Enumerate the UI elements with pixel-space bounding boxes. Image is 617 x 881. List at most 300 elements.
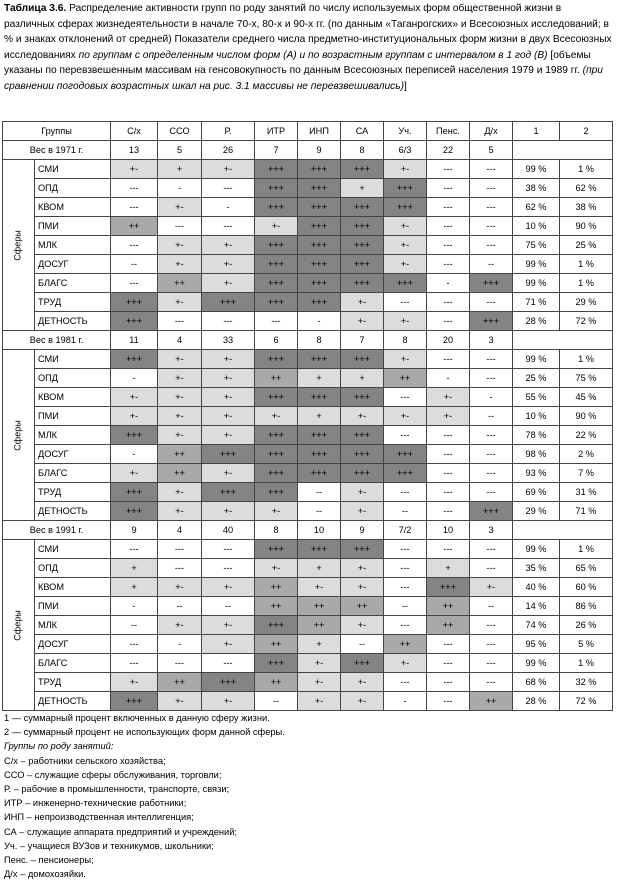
deviation-cell: +- — [341, 559, 384, 578]
sphere-name: ПМИ — [35, 217, 111, 236]
deviation-cell: +++ — [341, 445, 384, 464]
weight-cell: 9 — [111, 521, 158, 540]
deviation-cell: --- — [470, 616, 513, 635]
table-row — [3, 350, 613, 369]
deviation-cell: --- — [384, 540, 427, 559]
percent-not-using: 25 % — [560, 236, 613, 255]
deviation-cell: +- — [158, 483, 202, 502]
deviation-cell: --- — [202, 654, 255, 673]
group-note: Р. – рабочие в промышленности, транспорте, связи; — [4, 784, 230, 795]
deviation-cell: +- — [384, 217, 427, 236]
table-row — [3, 654, 613, 673]
deviation-cell: --- — [427, 217, 470, 236]
deviation-cell: +- — [341, 483, 384, 502]
weight-cell: 40 — [202, 521, 255, 540]
table-row — [3, 426, 613, 445]
header-cell: ИНП — [298, 122, 341, 141]
deviation-cell: +- — [111, 673, 158, 692]
percent-included: 99 % — [513, 654, 560, 673]
deviation-cell: +++ — [255, 274, 298, 293]
deviation-cell: +++ — [298, 540, 341, 559]
weight-cell: 4 — [158, 521, 202, 540]
deviation-cell: +++ — [255, 198, 298, 217]
deviation-cell: --- — [111, 236, 158, 255]
deviation-cell: +- — [202, 407, 255, 426]
deviation-cell: +- — [427, 407, 470, 426]
deviation-cell: --- — [158, 540, 202, 559]
deviation-cell: +- — [202, 635, 255, 654]
percent-included: 78 % — [513, 426, 560, 445]
sphere-name: ДОСУГ — [35, 255, 111, 274]
table-row — [3, 692, 613, 711]
percent-included: 99 % — [513, 160, 560, 179]
deviation-cell: +- — [111, 464, 158, 483]
deviation-cell: --- — [427, 198, 470, 217]
sphere-name: ТРУД — [35, 293, 111, 312]
activity-table — [2, 121, 613, 711]
deviation-cell: --- — [111, 635, 158, 654]
deviation-cell: +++ — [111, 293, 158, 312]
percent-not-using: 22 % — [560, 426, 613, 445]
weight-cell: 33 — [202, 331, 255, 350]
deviation-cell: --- — [427, 350, 470, 369]
deviation-cell: --- — [158, 559, 202, 578]
deviation-cell: +++ — [341, 540, 384, 559]
deviation-cell: +++ — [111, 483, 158, 502]
deviation-cell: +- — [341, 312, 384, 331]
sphere-name: БЛАГС — [35, 274, 111, 293]
deviation-cell: +++ — [341, 426, 384, 445]
deviation-cell: +++ — [298, 445, 341, 464]
sphere-name: СМИ — [35, 540, 111, 559]
weight-row — [3, 141, 613, 160]
sphere-name: СМИ — [35, 160, 111, 179]
percent-included: 29 % — [513, 502, 560, 521]
deviation-cell: +++ — [255, 464, 298, 483]
sphere-name: ДОСУГ — [35, 635, 111, 654]
deviation-cell: --- — [384, 673, 427, 692]
caption-italic-1: по группам с определенным числом форм (А) и по возрастным группам с интервалом в 1 год (В) — [78, 49, 548, 61]
deviation-cell: --- — [427, 445, 470, 464]
deviation-cell: ++ — [384, 369, 427, 388]
deviation-cell: --- — [111, 540, 158, 559]
deviation-cell: --- — [427, 502, 470, 521]
deviation-cell: +++ — [384, 445, 427, 464]
note-2: 2 — суммарный процент не использующих форм данной сферы. — [4, 727, 285, 738]
percent-included: 93 % — [513, 464, 560, 483]
deviation-cell: --- — [470, 369, 513, 388]
weight-empty — [513, 331, 613, 350]
group-note: ИНП – непроизводственная интеллигенция; — [4, 812, 194, 823]
weight-cell: 20 — [427, 331, 470, 350]
weight-cell: 5 — [158, 141, 202, 160]
deviation-cell: +++ — [341, 160, 384, 179]
deviation-cell: ++ — [470, 692, 513, 711]
deviation-cell: - — [111, 445, 158, 464]
deviation-cell: --- — [158, 312, 202, 331]
group-note: Пенс. – пенсионеры; — [4, 855, 94, 866]
caption-title: Таблица 3.6. — [4, 3, 67, 14]
weight-empty — [513, 141, 613, 160]
deviation-cell: +++ — [255, 540, 298, 559]
table-row — [3, 635, 613, 654]
deviation-cell: --- — [427, 635, 470, 654]
deviation-cell: +- — [384, 255, 427, 274]
sphere-name: ДЕТНОСТЬ — [35, 502, 111, 521]
deviation-cell: +- — [158, 198, 202, 217]
sphere-name: БЛАГС — [35, 464, 111, 483]
deviation-cell: + — [341, 369, 384, 388]
percent-not-using: 26 % — [560, 616, 613, 635]
group-note: ИТР – инженерно-технические работники; — [4, 798, 187, 809]
sphere-name: МЛК — [35, 616, 111, 635]
deviation-cell: +++ — [255, 388, 298, 407]
deviation-cell: + — [111, 578, 158, 597]
percent-not-using: 60 % — [560, 578, 613, 597]
deviation-cell: --- — [384, 426, 427, 445]
deviation-cell: --- — [202, 312, 255, 331]
deviation-cell: ++ — [255, 597, 298, 616]
percent-included: 38 % — [513, 179, 560, 198]
deviation-cell: +- — [111, 407, 158, 426]
percent-not-using: 45 % — [560, 388, 613, 407]
deviation-cell: +- — [298, 673, 341, 692]
deviation-cell: + — [298, 559, 341, 578]
table-row — [3, 445, 613, 464]
percent-not-using: 29 % — [560, 293, 613, 312]
deviation-cell: +- — [298, 654, 341, 673]
deviation-cell: +- — [384, 407, 427, 426]
percent-not-using: 90 % — [560, 217, 613, 236]
deviation-cell: +++ — [384, 274, 427, 293]
deviation-cell: +++ — [341, 217, 384, 236]
deviation-cell: --- — [470, 160, 513, 179]
deviation-cell: --- — [202, 540, 255, 559]
deviation-cell: - — [202, 198, 255, 217]
group-note: С/х – работники сельского хозяйства; — [4, 755, 166, 766]
deviation-cell: +- — [202, 578, 255, 597]
deviation-cell: ++ — [427, 616, 470, 635]
header-cell: СА — [341, 122, 384, 141]
deviation-cell: --- — [470, 635, 513, 654]
weight-cell: 8 — [298, 331, 341, 350]
weight-label: Вес в 1971 г. — [3, 141, 111, 160]
deviation-cell: +++ — [255, 654, 298, 673]
weight-cell: 22 — [427, 141, 470, 160]
deviation-cell: -- — [111, 616, 158, 635]
deviation-cell: --- — [470, 236, 513, 255]
percent-included: 99 % — [513, 255, 560, 274]
weight-cell: 13 — [111, 141, 158, 160]
deviation-cell: + — [298, 369, 341, 388]
deviation-cell: --- — [384, 616, 427, 635]
percent-included: 99 % — [513, 274, 560, 293]
deviation-cell: - — [427, 274, 470, 293]
table-row — [3, 616, 613, 635]
deviation-cell: +++ — [111, 426, 158, 445]
deviation-cell: +- — [158, 692, 202, 711]
deviation-cell: +- — [427, 388, 470, 407]
deviation-cell: ++ — [158, 445, 202, 464]
percent-not-using: 1 % — [560, 160, 613, 179]
table-row — [3, 236, 613, 255]
table-row — [3, 559, 613, 578]
weight-cell: 7/2 — [384, 521, 427, 540]
deviation-cell: +++ — [255, 293, 298, 312]
percent-included: 25 % — [513, 369, 560, 388]
percent-included: 95 % — [513, 635, 560, 654]
deviation-cell: ++ — [158, 274, 202, 293]
deviation-cell: +++ — [298, 464, 341, 483]
deviation-cell: +++ — [298, 217, 341, 236]
deviation-cell: +++ — [202, 293, 255, 312]
deviation-cell: --- — [427, 673, 470, 692]
table-row — [3, 502, 613, 521]
deviation-cell: +- — [341, 407, 384, 426]
deviation-cell: -- — [384, 502, 427, 521]
weight-label: Вес в 1981 г. — [3, 331, 111, 350]
deviation-cell: +++ — [298, 274, 341, 293]
table-row — [3, 255, 613, 274]
percent-not-using: 1 % — [560, 540, 613, 559]
deviation-cell: +++ — [341, 198, 384, 217]
percent-not-using: 90 % — [560, 407, 613, 426]
deviation-cell: - — [158, 179, 202, 198]
deviation-cell: +- — [384, 654, 427, 673]
header-cell: Д/х — [470, 122, 513, 141]
percent-included: 10 % — [513, 217, 560, 236]
table-row — [3, 540, 613, 559]
percent-included: 75 % — [513, 236, 560, 255]
deviation-cell: +- — [202, 502, 255, 521]
deviation-cell: ++ — [255, 673, 298, 692]
deviation-cell: --- — [427, 654, 470, 673]
deviation-cell: +- — [384, 312, 427, 331]
table-row — [3, 483, 613, 502]
deviation-cell: -- — [255, 692, 298, 711]
deviation-cell: +++ — [298, 388, 341, 407]
header-groups: Группы — [3, 122, 111, 141]
table-row — [3, 274, 613, 293]
deviation-cell: +++ — [255, 445, 298, 464]
deviation-cell: +- — [341, 502, 384, 521]
deviation-cell: --- — [427, 236, 470, 255]
header-cell: Р. — [202, 122, 255, 141]
table-row — [3, 160, 613, 179]
sphere-label — [3, 160, 35, 331]
deviation-cell: +++ — [202, 483, 255, 502]
sphere-name: ТРУД — [35, 483, 111, 502]
table-row — [3, 464, 613, 483]
deviation-cell: +++ — [111, 692, 158, 711]
deviation-cell: +- — [202, 692, 255, 711]
deviation-cell: ++ — [255, 635, 298, 654]
deviation-cell: ++ — [298, 597, 341, 616]
deviation-cell: --- — [427, 483, 470, 502]
deviation-cell: + — [111, 559, 158, 578]
deviation-cell: ++ — [384, 635, 427, 654]
table-row — [3, 597, 613, 616]
sphere-name: КВОМ — [35, 578, 111, 597]
percent-not-using: 31 % — [560, 483, 613, 502]
percent-included: 28 % — [513, 312, 560, 331]
weight-cell: 7 — [255, 141, 298, 160]
deviation-cell: +- — [202, 426, 255, 445]
header-cell: ИТР — [255, 122, 298, 141]
deviation-cell: --- — [384, 293, 427, 312]
percent-included: 98 % — [513, 445, 560, 464]
deviation-cell: +- — [158, 388, 202, 407]
weight-row — [3, 521, 613, 540]
weight-cell: 8 — [384, 331, 427, 350]
deviation-cell: --- — [427, 426, 470, 445]
weight-cell: 5 — [470, 141, 513, 160]
deviation-cell: --- — [427, 255, 470, 274]
percent-not-using: 38 % — [560, 198, 613, 217]
sphere-name: ДЕТНОСТЬ — [35, 692, 111, 711]
caption-text: Распределение активности групп по роду занятий по числу используемых форм общественной жизни в различных сферах жизнедеятельности в начале 70-х, 80-х и 90-х гг. (по данным «Таганрогских» и Всесоюзных исследований; в % и знаках отклонений от средней) Показатели среднего числа предметно-институциональных форм жизни в двух Всесоюзных исследованиях — [4, 3, 612, 61]
weight-row — [3, 331, 613, 350]
sphere-name: ТРУД — [35, 673, 111, 692]
weight-cell: 10 — [427, 521, 470, 540]
deviation-cell: +- — [158, 502, 202, 521]
deviation-cell: + — [298, 407, 341, 426]
deviation-cell: --- — [384, 388, 427, 407]
weight-cell: 10 — [298, 521, 341, 540]
deviation-cell: --- — [470, 540, 513, 559]
percent-not-using: 1 % — [560, 654, 613, 673]
deviation-cell: +++ — [341, 255, 384, 274]
deviation-cell: +- — [158, 255, 202, 274]
deviation-cell: +++ — [384, 179, 427, 198]
deviation-cell: +- — [341, 578, 384, 597]
percent-included: 71 % — [513, 293, 560, 312]
percent-not-using: 2 % — [560, 445, 613, 464]
deviation-cell: + — [158, 160, 202, 179]
sphere-name: МЛК — [35, 426, 111, 445]
deviation-cell: --- — [470, 483, 513, 502]
deviation-cell: +- — [255, 217, 298, 236]
deviation-cell: +- — [202, 464, 255, 483]
percent-not-using: 32 % — [560, 673, 613, 692]
deviation-cell: ++ — [158, 464, 202, 483]
deviation-cell: +- — [158, 407, 202, 426]
percent-included: 55 % — [513, 388, 560, 407]
percent-included: 99 % — [513, 350, 560, 369]
weight-cell: 8 — [255, 521, 298, 540]
group-note: Д/х – домохозяйки. — [4, 869, 86, 880]
sphere-label — [3, 350, 35, 521]
deviation-cell: +++ — [298, 293, 341, 312]
sphere-label-text: Сферы — [12, 229, 23, 261]
deviation-cell: +++ — [341, 350, 384, 369]
deviation-cell: +++ — [298, 179, 341, 198]
percent-included: 14 % — [513, 597, 560, 616]
group-note: ССО – служащие сферы обслуживания, торговли; — [4, 769, 222, 780]
table-row — [3, 217, 613, 236]
deviation-cell: +++ — [341, 464, 384, 483]
deviation-cell: +++ — [202, 673, 255, 692]
deviation-cell: +- — [202, 616, 255, 635]
deviation-cell: --- — [470, 350, 513, 369]
sphere-name: КВОМ — [35, 198, 111, 217]
deviation-cell: +- — [255, 502, 298, 521]
sphere-name: ПМИ — [35, 407, 111, 426]
deviation-cell: +- — [341, 616, 384, 635]
deviation-cell: +++ — [255, 483, 298, 502]
deviation-cell: - — [427, 369, 470, 388]
deviation-cell: +++ — [427, 578, 470, 597]
sphere-name: БЛАГС — [35, 654, 111, 673]
deviation-cell: +- — [384, 236, 427, 255]
weight-cell: 7 — [341, 331, 384, 350]
deviation-cell: +++ — [255, 350, 298, 369]
deviation-cell: - — [111, 597, 158, 616]
deviation-cell: +- — [158, 426, 202, 445]
table-row — [3, 179, 613, 198]
header-cell: 1 — [513, 122, 560, 141]
header-cell: ССО — [158, 122, 202, 141]
deviation-cell: - — [158, 635, 202, 654]
deviation-cell: --- — [427, 540, 470, 559]
deviation-cell: +++ — [298, 198, 341, 217]
weight-label: Вес в 1991 г. — [3, 521, 111, 540]
percent-included: 62 % — [513, 198, 560, 217]
groups-title: Группы по роду занятий: — [4, 741, 114, 752]
sphere-name: МЛК — [35, 236, 111, 255]
weight-cell: 8 — [341, 141, 384, 160]
deviation-cell: - — [470, 388, 513, 407]
deviation-cell: +++ — [341, 274, 384, 293]
percent-included: 10 % — [513, 407, 560, 426]
deviation-cell: -- — [341, 635, 384, 654]
deviation-cell: --- — [158, 654, 202, 673]
header-cell: Уч. — [384, 122, 427, 141]
percent-not-using: 1 % — [560, 255, 613, 274]
deviation-cell: +- — [202, 274, 255, 293]
caption-text-2: [объемы указаны по перевзвешенным массивам на генсовокупность по данным Всесоюзных переписей населения 1979 и 1989 гг. — [4, 49, 591, 77]
deviation-cell: +++ — [384, 464, 427, 483]
weight-cell: 9 — [298, 141, 341, 160]
table-row — [3, 673, 613, 692]
deviation-cell: -- — [202, 597, 255, 616]
percent-not-using: 7 % — [560, 464, 613, 483]
sphere-name: СМИ — [35, 350, 111, 369]
deviation-cell: +- — [202, 160, 255, 179]
percent-included: 40 % — [513, 578, 560, 597]
deviation-cell: --- — [427, 293, 470, 312]
deviation-cell: --- — [384, 578, 427, 597]
deviation-cell: +- — [470, 578, 513, 597]
deviation-cell: --- — [470, 426, 513, 445]
deviation-cell: - — [384, 692, 427, 711]
deviation-cell: +- — [202, 388, 255, 407]
deviation-cell: --- — [470, 464, 513, 483]
deviation-cell: +- — [255, 559, 298, 578]
deviation-cell: -- — [470, 255, 513, 274]
group-note: Уч. – учащиеся ВУЗов и техникумов, школьники; — [4, 840, 214, 851]
deviation-cell: +++ — [111, 350, 158, 369]
deviation-cell: --- — [384, 559, 427, 578]
percent-included: 74 % — [513, 616, 560, 635]
table-notes — [4, 711, 614, 881]
sphere-name: ОПД — [35, 559, 111, 578]
percent-not-using: 86 % — [560, 597, 613, 616]
deviation-cell: --- — [470, 198, 513, 217]
deviation-cell: ++ — [158, 673, 202, 692]
group-note: СА – служащие аппарата предприятий и учреждений; — [4, 826, 237, 837]
deviation-cell: +++ — [298, 160, 341, 179]
